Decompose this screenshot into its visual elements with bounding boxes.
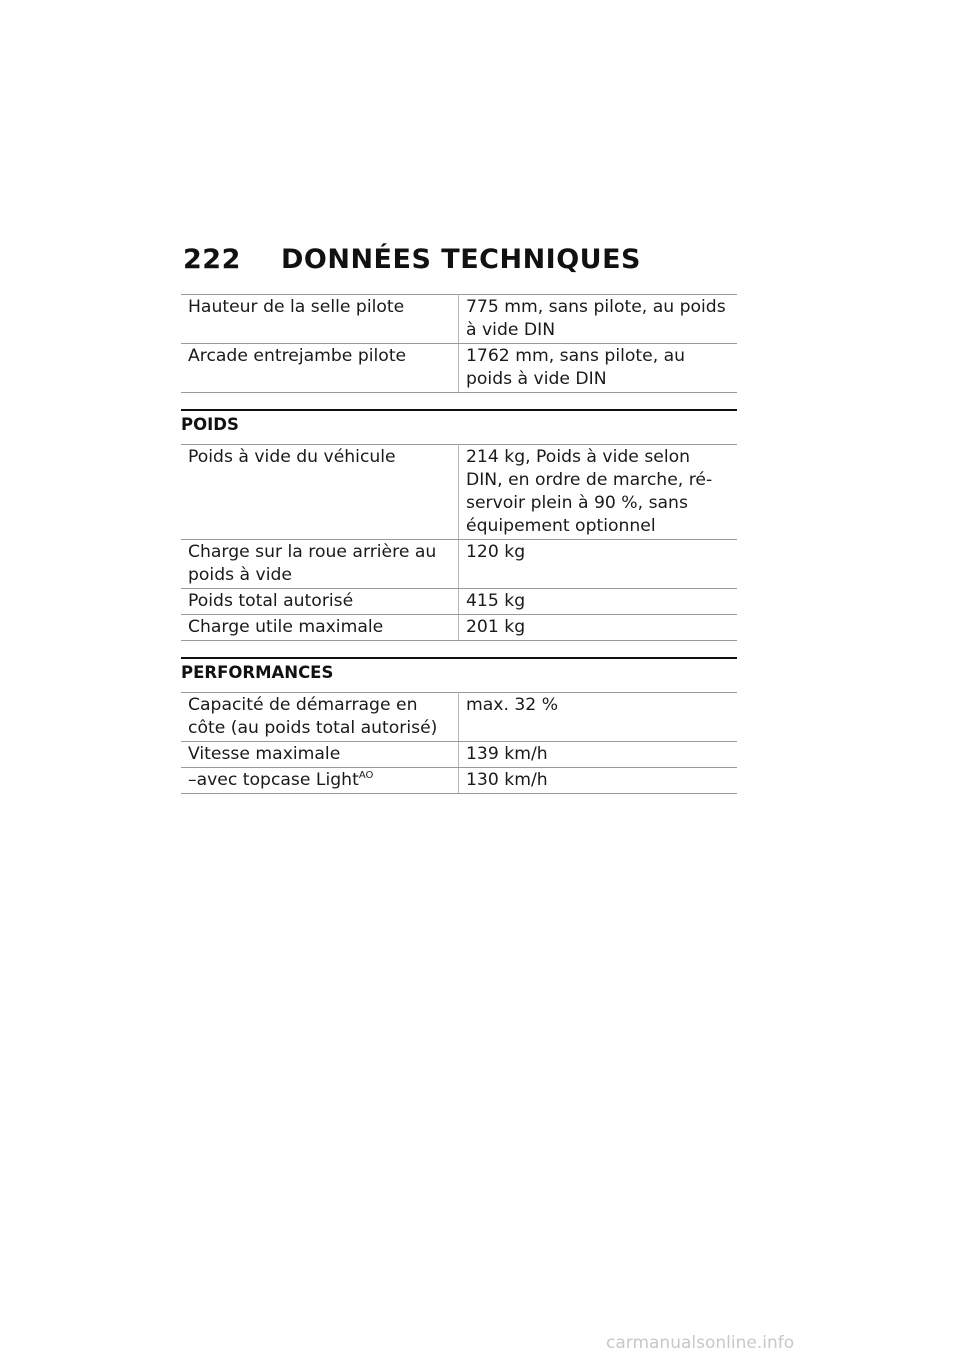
table-row: [181, 693, 737, 742]
spec-value: 120 kg: [459, 540, 738, 589]
section-title-poids: POIDS: [181, 409, 737, 435]
spec-value: 775 mm, sans pilote, au poids à vide DIN: [459, 295, 738, 344]
table-row: [181, 445, 737, 540]
seat-spec-table: [181, 294, 737, 393]
content: [181, 294, 737, 794]
table-row: [181, 615, 737, 641]
spec-label: –avec topcase Light: [188, 770, 359, 790]
performance-spec-table: [181, 692, 737, 794]
table-row: [181, 295, 737, 344]
spec-value: 214 kg, Poids à vide selon DIN, en ordre de marche, ré-servoir plein à 90 %, sans équipement optionnel: [459, 445, 738, 540]
table-row: [181, 742, 737, 768]
chapter-title: DONNÉES TECHNIQUES: [281, 244, 641, 275]
table-row: [181, 344, 737, 393]
spec-label: Poids total autorisé: [181, 589, 459, 615]
spec-label: Arcade entrejambe pilote: [181, 344, 459, 393]
spec-label-cell: [181, 768, 459, 794]
spec-value: 139 km/h: [459, 742, 738, 768]
watermark: carmanualsonline.info: [606, 1333, 795, 1353]
spec-label: Charge sur la roue arrière au poids à vide: [181, 540, 459, 589]
option-marker: AO: [358, 770, 374, 781]
section-title-performances: PERFORMANCES: [181, 657, 737, 683]
page-header: [183, 244, 641, 275]
table-row: [181, 768, 737, 794]
spec-label: Poids à vide du véhicule: [181, 445, 459, 540]
spec-value: 415 kg: [459, 589, 738, 615]
spec-value: 1762 mm, sans pilote, au poids à vide DIN: [459, 344, 738, 393]
spec-label: Hauteur de la selle pilote: [181, 295, 459, 344]
spec-label: Capacité de démarrage en côte (au poids total autorisé): [181, 693, 459, 742]
table-row: [181, 589, 737, 615]
spec-label: Charge utile maximale: [181, 615, 459, 641]
table-row: [181, 540, 737, 589]
weight-spec-table: [181, 444, 737, 641]
spec-label: Vitesse maximale: [181, 742, 459, 768]
spec-value: max. 32 %: [459, 693, 738, 742]
spec-value: 130 km/h: [459, 768, 738, 794]
page-number: 222: [183, 244, 241, 275]
spec-value: 201 kg: [459, 615, 738, 641]
